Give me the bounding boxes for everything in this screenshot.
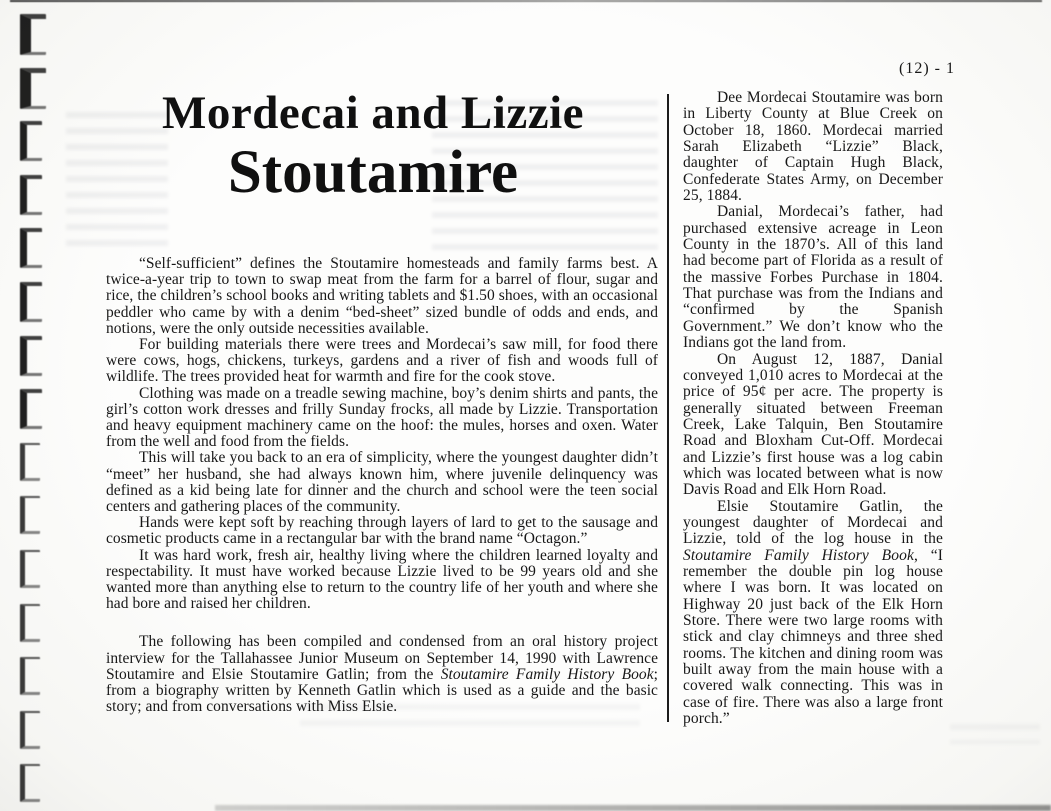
paragraph: For building materials there were trees and Mordecai’s saw mill, for food there were cows, hogs, chickens, turkeys, gardens and a river of fish and woods full of wildlife. The trees provided heat for warmth and fire for the cook stove. <box>106 336 658 386</box>
book-title-italic: Stoutamire Family History Book <box>440 665 654 683</box>
ink-bleed-through <box>950 720 1040 744</box>
scan-artifact-bottom-edge <box>215 805 1051 811</box>
page-title <box>97 84 649 204</box>
right-column <box>683 90 943 727</box>
binding-hole <box>20 14 46 55</box>
binding-hole <box>20 443 40 481</box>
binding-hole <box>20 389 42 429</box>
page-number: (12) - 1 <box>899 60 955 77</box>
title-line-2: Stoutamire <box>227 139 519 206</box>
binding-hole <box>20 604 40 642</box>
scan-artifact-top-edge <box>10 0 1042 2</box>
binding-hole <box>20 550 40 588</box>
left-column <box>106 256 658 715</box>
closing-paragraph <box>106 634 658 715</box>
final-text-before: Elsie Stoutamire Gatlin, the youngest daughter of Mordecai and Lizzie, told of the log house in the <box>683 497 943 548</box>
paragraph: Danial, Mordecai’s father, had purchased extensive acreage in Leon County in the 1870’s. All of this land had become part of Florida as a result of the massive Forbes Purchase in 1804. That purchase was from the Indians and “confirmed by the Spanish Government.” We don’t know who the Indians got the land from. <box>683 203 943 352</box>
binding-hole <box>20 121 42 161</box>
title-line-1: Mordecai and Lizzie <box>162 87 584 139</box>
final-text-after: , “I remember the double pin log house where I was born. It was located on Highway 20 just back of the Elk Horn Store. There were two large rooms with stick and clay chimneys and three shed rooms. The kitchen and dining room was built away from the main house with a covered walk connecting. This was in case of fire. There was also a large front porch.” <box>683 546 943 728</box>
paragraph: On August 12, 1887, Danial conveyed 1,010 acres to Mordecai at the price of 95¢ per acre. The property is generally situated between Freeman Creek, Lake Talquin, Ben Stoutamire Road and Bloxham Cut-Off. Mordecai and Lizzie’s first house was a log cabin which was located between what is now Davis Road and Elk Horn Road. <box>683 350 943 499</box>
binding-hole <box>20 175 42 215</box>
final-paragraph <box>683 499 943 728</box>
paragraph: Hands were kept soft by reaching through layers of lard to get to the sausage and cosmetic products came in a rectangular bar with the brand name “Octagon.” <box>106 514 658 548</box>
column-divider-rule <box>667 94 669 722</box>
closing-text-before: The following has been compiled and condensed from an oral history project interview for the Tallahassee Junior Museum on September 14, 1990 with Lawrence Stoutamire and Elsie Stoutamire Gatlin; from the <box>106 633 658 683</box>
binding-hole <box>20 657 40 695</box>
paragraph: This will take you back to an era of simplicity, where the youngest daughter didn’t “meet” her husband, she had always known him, where juvenile delinquency was defined as a kid being late for dinner and the church and school were the teen social centers and gathering places of the community. <box>106 449 658 516</box>
binding-hole <box>20 496 40 534</box>
binding-hole <box>20 228 42 268</box>
binding-hole <box>20 68 46 109</box>
closing-text-after: ; from a biography written by Kenneth Gatlin which is used as a guide and the basic story; and from conversations with Miss Elsie. <box>106 665 658 716</box>
binding-hole <box>20 282 42 322</box>
paragraph: Clothing was made on a treadle sewing machine, boy’s denim shirts and pants, the girl’s cotton work dresses and frilly Sunday frocks, all made by Lizzie. Transportation and heavy equipment machinery came on the hoof: the mules, horses and oxen. Water from the well and food from the fields. <box>106 384 658 451</box>
paragraph: Dee Mordecai Stoutamire was born in Liberty County at Blue Creek on October 18, 1860. Mordecai married Sarah Elizabeth “Lizzie” Black, daughter of Captain Hugh Black, Confederate States Army, on December 25, 1884. <box>683 89 943 205</box>
binding-hole <box>20 711 40 749</box>
binding-hole <box>20 336 42 376</box>
paragraph: It was hard work, fresh air, healthy living where the children learned loyalty and respectability. It must have worked because Lizzie lived to be 99 years old and she wanted more than anything else to return to the country life of her youth and where she had bore and raised her children. <box>106 546 658 613</box>
binding-hole <box>20 764 40 802</box>
paragraph: “Self-sufficient” defines the Stoutamire homesteads and family farms best. A twice-a-year trip to town to swap meat from the farm for a barrel of flour, sugar and rice, the children’s school books and writing tablets and $1.50 shoes, with an occasional peddler who came by with a denim “bed-sheet” sized bundle of odds and ends, and notions, were the only outside necessities available. <box>106 255 658 337</box>
book-title-italic: Stoutamire Family History Book <box>683 546 914 564</box>
